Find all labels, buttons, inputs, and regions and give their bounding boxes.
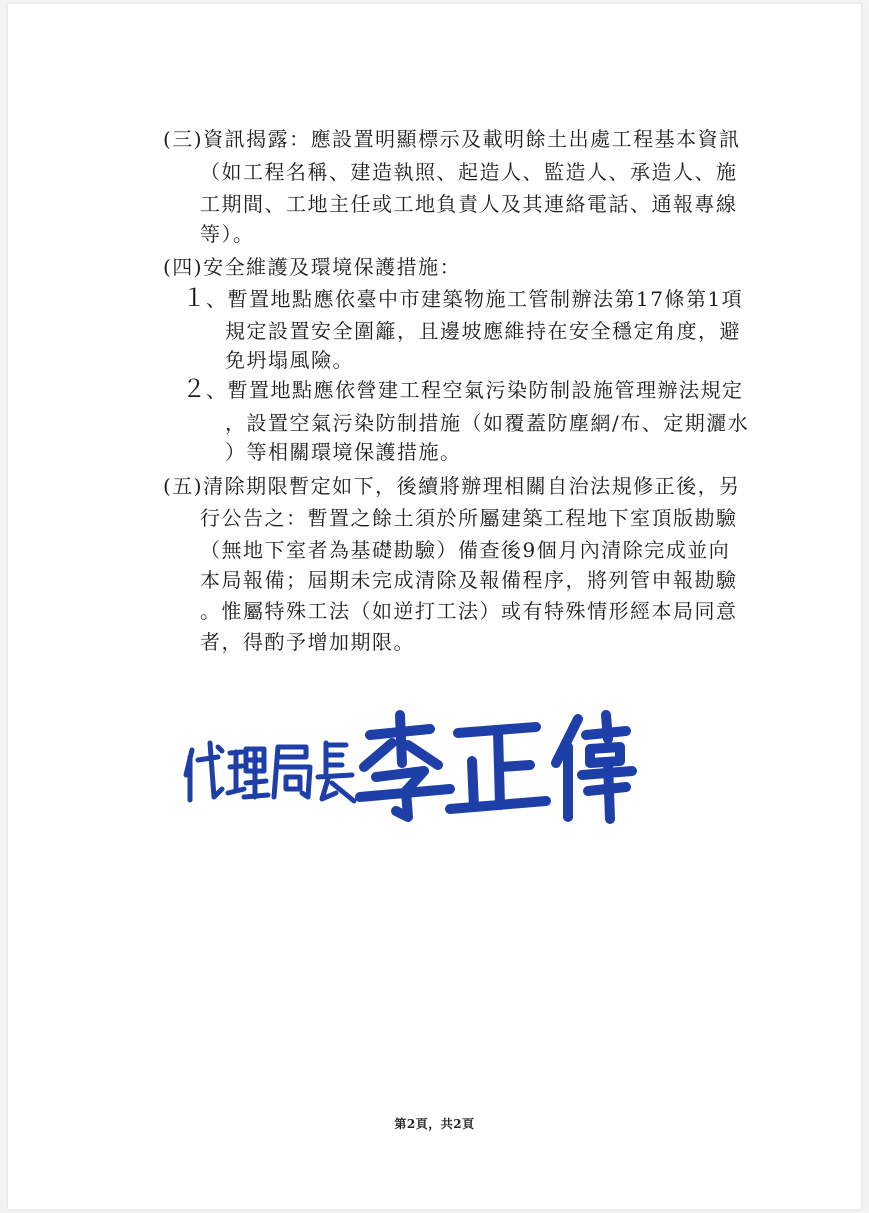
section4-item2-line-1: 、暫置地點應依營建工程空氣污染防制設施管理辦法規定 (206, 378, 744, 402)
section5-line-3: （無地下室者為基礎勘驗）備查後9個月內清除完成並向 (200, 538, 731, 562)
section3-line-1: (三)資訊揭露：應設置明顯標示及載明餘土出處工程基本資訊 (163, 127, 741, 151)
director-signature (180, 705, 640, 825)
section5-line-6: 者，得酌予增加期限。 (200, 630, 415, 654)
section4-item2-line-2: ，設置空氣污染防制措施（如覆蓋防塵網/布、定期灑水 (225, 411, 750, 435)
signature-stamp-image (180, 705, 640, 825)
section4-heading: (四)安全維護及環境保護措施： (163, 255, 462, 279)
section5-line-4: 本局報備；屆期未完成清除及報備程序，將列管申報勘驗 (200, 568, 738, 592)
section5-line-1: (五)清除期限暫定如下，後續將辦理相關自治法規修正後，另 (163, 474, 741, 498)
section5-line-2: 行公告之：暫置之餘土須於所屬建築工程地下室頂版勘驗 (200, 506, 738, 530)
section3-line-4: 等）。 (200, 222, 255, 246)
page-number-footer: 第2頁，共2頁 (394, 1117, 475, 1131)
section3-line-3: 工期間、工地主任或工地負責人及其連絡電話、通報專線 (200, 192, 738, 216)
section4-item2-number: ２ (182, 375, 208, 403)
section3-line-2: （如工程名稱、建造執照、起造人、監造人、承造人、施 (200, 160, 738, 184)
section4-item1-line-1: 、暫置地點應依臺中市建築物施工管制辦法第17條第1項 (206, 287, 744, 311)
section4-item2-line-3: ）等相關環境保護措施。 (225, 440, 462, 464)
section4-item1-number: １ (182, 284, 208, 312)
section4-item1-line-3: 免坍塌風險。 (225, 348, 354, 372)
section4-item1-line-2: 規定設置安全圍籬，且邊坡應維持在安全穩定角度，避 (225, 319, 741, 343)
section5-line-5: 。惟屬特殊工法（如逆打工法）或有特殊情形經本局同意 (200, 599, 738, 623)
